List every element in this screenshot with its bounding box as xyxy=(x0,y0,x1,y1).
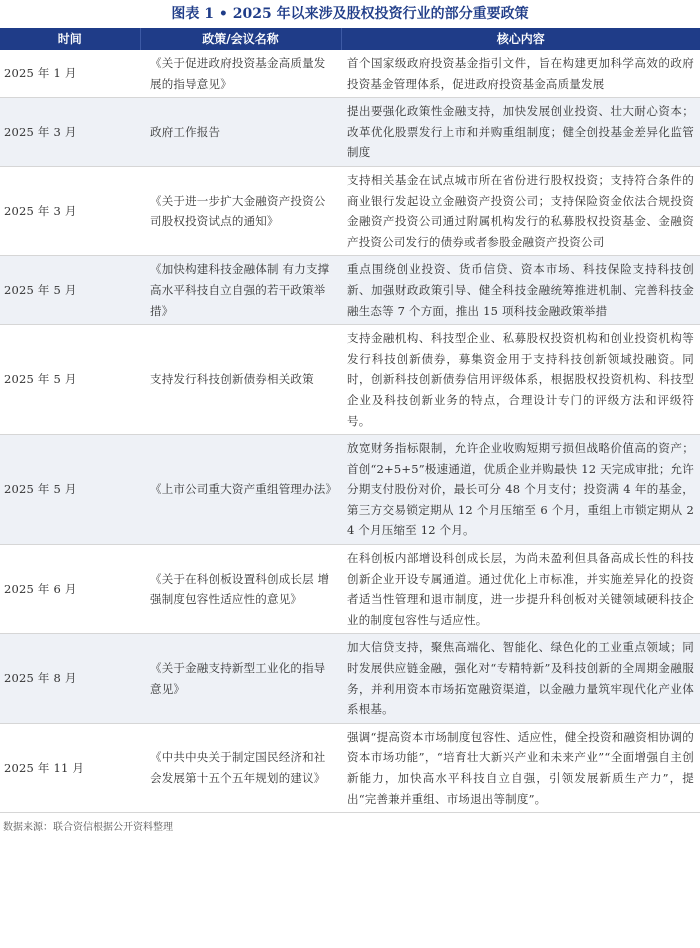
cell-time: 2025 年 5 月 xyxy=(0,435,140,545)
header-time: 时间 xyxy=(0,28,140,50)
table-row xyxy=(0,634,700,723)
cell-core-content: 加大信贷支持，聚焦高端化、智能化、绿色化的工业重点领域；同时发展供应链金融，强化对“专精特新”及科技创新的全周期金融服务，并利用资本市场拓宽融资渠道，以金融力量筑牢现代化产业体系根基。 xyxy=(341,634,700,723)
cell-time: 2025 年 3 月 xyxy=(0,98,140,167)
policy-table xyxy=(0,28,700,813)
table-row xyxy=(0,723,700,812)
table-header xyxy=(0,28,700,50)
data-source-note: 数据来源：联合资信根据公开资料整理 xyxy=(3,822,173,834)
cell-policy-name: 《上市公司重大资产重组管理办法》 xyxy=(140,435,341,545)
cell-core-content: 重点围绕创业投资、货币信贷、资本市场、科技保险支持科技创新、加强财政政策引导、健全科技金融统筹推进机制、完善科技金融生态等 7 个方面，推出 15 项科技金融政策举措 xyxy=(341,256,700,325)
cell-policy-name: 《关于进一步扩大金融资产投资公司股权投资试点的通知》 xyxy=(140,166,341,255)
cell-time: 2025 年 3 月 xyxy=(0,166,140,255)
table-row xyxy=(0,325,700,435)
cell-core-content: 支持金融机构、科技型企业、私募股权投资机构和创业投资机构等发行科技创新债券，募集资金用于支持科技创新领域投融资。同时，创新科技创新债券信用评级体系，根据股权投资机构、科技型企业及科技创新业务的特点，合理设计专门的评级方法和评级符号。 xyxy=(341,325,700,435)
cell-policy-name: 《关于促进政府投资基金高质量发展的指导意见》 xyxy=(140,50,341,98)
cell-time: 2025 年 11 月 xyxy=(0,723,140,812)
table-row xyxy=(0,166,700,255)
cell-core-content: 强调“提高资本市场制度包容性、适应性，健全投资和融资相协调的资本市场功能”，“培育壮大新兴产业和未来产业”“全面增强自主创新能力，加快高水平科技自立自强，引领发展新质生产力”，提出“完善兼并重组、市场退出等制度”。 xyxy=(341,723,700,812)
table-row xyxy=(0,98,700,167)
cell-core-content: 提出要强化政策性金融支持，加快发展创业投资、壮大耐心资本；改革优化股票发行上市和并购重组制度；健全创投基金差异化监管制度 xyxy=(341,98,700,167)
table-row xyxy=(0,435,700,545)
cell-policy-name: 《中共中央关于制定国民经济和社会发展第十五个五年规划的建议》 xyxy=(140,723,341,812)
cell-time: 2025 年 6 月 xyxy=(0,545,140,634)
cell-policy-name: 《加快构建科技金融体制 有力支撑高水平科技自立自强的若干政策举措》 xyxy=(140,256,341,325)
table-row xyxy=(0,50,700,98)
cell-time: 2025 年 1 月 xyxy=(0,50,140,98)
cell-core-content: 放宽财务指标限制，允许企业收购短期亏损但战略价值高的资产；首创“2+5+5”极速通道，优质企业并购最快 12 天完成审批；允许分期支付股份对价，最长可分 48 个月支付；投资满 4 年的基金，第三方交易锁定期从 12 个月压缩至 6 个月，重组上市锁定期从 24 个月压缩至 12 个月。 xyxy=(341,435,700,545)
cell-time: 2025 年 5 月 xyxy=(0,256,140,325)
cell-policy-name: 支持发行科技创新债券相关政策 xyxy=(140,325,341,435)
table-title: 图表 1 • 2025 年以来涉及股权投资行业的部分重要政策 xyxy=(171,6,529,22)
cell-core-content: 在科创板内部增设科创成长层，为尚未盈利但具备高成长性的科技创新企业开设专属通道。通过优化上市标准，并实施差异化的投资者适当性管理和退市制度，进一步提升科创板对关键领域硬科技企业的制度包容性与适应性。 xyxy=(341,545,700,634)
cell-time: 2025 年 8 月 xyxy=(0,634,140,723)
table-row xyxy=(0,545,700,634)
header-policy-name: 政策/会议名称 xyxy=(140,28,341,50)
cell-policy-name: 《关于在科创板设置科创成长层 增强制度包容性适应性的意见》 xyxy=(140,545,341,634)
cell-core-content: 首个国家级政府投资基金指引文件，旨在构建更加科学高效的政府投资基金管理体系，促进政府投资基金高质量发展 xyxy=(341,50,700,98)
table-row xyxy=(0,256,700,325)
cell-policy-name: 《关于金融支持新型工业化的指导意见》 xyxy=(140,634,341,723)
cell-time: 2025 年 5 月 xyxy=(0,325,140,435)
cell-core-content: 支持相关基金在试点城市所在省份进行股权投资；支持符合条件的商业银行发起设立金融资产投资公司；支持保险资金依法合规投资金融资产投资公司通过附属机构发行的私募股权投资基金、金融资产投资公司发行的债券或者参股金融资产投资公司 xyxy=(341,166,700,255)
cell-policy-name: 政府工作报告 xyxy=(140,98,341,167)
header-core-content: 核心内容 xyxy=(341,28,700,50)
table-body xyxy=(0,50,700,813)
